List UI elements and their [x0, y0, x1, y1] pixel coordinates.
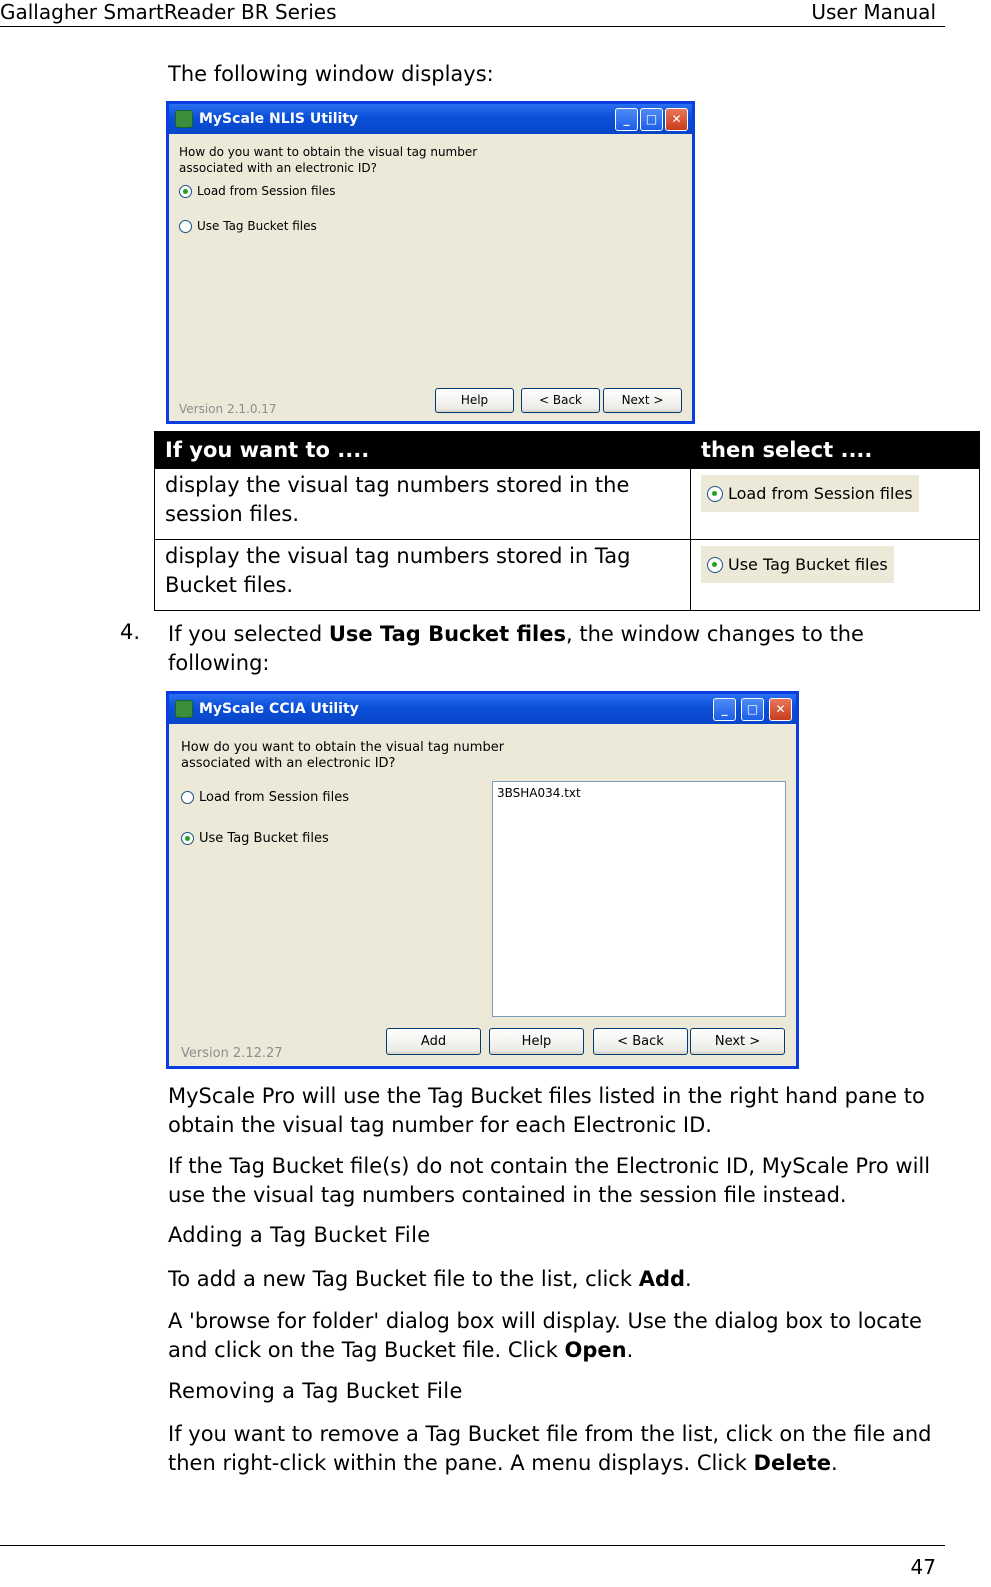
dialog-title: MyScale CCIA Utility [199, 701, 359, 717]
add-button[interactable]: Add [386, 1028, 481, 1055]
table-header-action: If you want to .... [155, 432, 691, 469]
paragraph-fallback: If the Tag Bucket file(s) do not contain the Electronic ID, MyScale Pro will use the visual tag numbers contained in the session file instead. [168, 1154, 931, 1207]
radio-load-session[interactable] [181, 790, 349, 805]
option-sample [701, 546, 894, 583]
paragraph-browse: A 'browse for folder' dialog box will display. Use the dialog box to locate and click on the Tag Bucket file. Click Open. [168, 1309, 922, 1362]
radio-selected-icon [707, 486, 723, 502]
minimize-icon[interactable]: _ [615, 108, 638, 131]
radio-selected-icon [707, 557, 723, 573]
doc-header-label: User Manual [811, 0, 936, 24]
dialog-titlebar [169, 694, 796, 724]
close-icon[interactable]: ✕ [665, 108, 688, 131]
option-sample [701, 475, 919, 512]
question-line-2: associated with an electronic ID? [179, 161, 377, 175]
radio-selected-icon [181, 832, 194, 845]
question-line-1: How do you want to obtain the visual tag number [179, 145, 478, 159]
paragraph-remove: If you want to remove a Tag Bucket file from the list, click on the file and then right-click within the pane. A menu displays. Click Delete. [168, 1422, 932, 1475]
radio-label: Use Tag Bucket files [197, 219, 317, 233]
help-button[interactable]: Help [435, 388, 514, 413]
maximize-icon[interactable]: □ [640, 108, 663, 131]
table-cell [691, 469, 980, 540]
step-number: 4. [120, 620, 141, 644]
help-button[interactable]: Help [489, 1028, 584, 1055]
back-button[interactable]: < Back [593, 1028, 688, 1055]
question-line-1: How do you want to obtain the visual tag number [181, 740, 505, 755]
list-item[interactable]: 3BSHA034.txt [497, 786, 581, 800]
version-label: Version 2.1.0.17 [179, 402, 277, 416]
table-cell: display the visual tag numbers stored in Tag Bucket files. [155, 540, 691, 611]
radio-label: Load from Session files [197, 184, 336, 198]
maximize-icon[interactable]: □ [741, 698, 764, 721]
radio-label: Load from Session files [199, 790, 350, 805]
option-label: Use Tag Bucket files [728, 555, 888, 574]
version-label: Version 2.12.27 [181, 1046, 283, 1061]
radio-unselected-icon [181, 791, 194, 804]
app-icon [175, 700, 193, 718]
header-divider [0, 26, 945, 27]
dialog-question [179, 144, 477, 176]
nlis-utility-dialog [166, 101, 695, 424]
dialog-title: MyScale NLIS Utility [199, 111, 359, 127]
next-button[interactable]: Next > [690, 1028, 785, 1055]
page-number: 47 [910, 1555, 936, 1579]
doc-header-title: Gallagher SmartReader BR Series [0, 0, 337, 24]
tag-bucket-file-list[interactable] [492, 781, 786, 1017]
next-button[interactable]: Next > [603, 388, 682, 413]
table-header-select: then select .... [691, 432, 980, 469]
back-button[interactable]: < Back [521, 388, 600, 413]
table-row [155, 540, 980, 611]
ccia-utility-dialog [166, 691, 799, 1069]
radio-unselected-icon [179, 220, 192, 233]
footer-divider [0, 1545, 945, 1546]
minimize-icon[interactable]: _ [713, 698, 736, 721]
question-line-2: associated with an electronic ID? [181, 756, 396, 771]
close-icon[interactable]: ✕ [769, 698, 792, 721]
table-cell [691, 540, 980, 611]
paragraph-tag-bucket-usage: MyScale Pro will use the Tag Bucket files listed in the right hand pane to obtain the visual tag number for each Electronic ID. [168, 1084, 925, 1137]
table-row [155, 469, 980, 540]
selection-table [154, 431, 980, 611]
table-cell: display the visual tag numbers stored in the session files. [155, 469, 691, 540]
step4-text: If you selected Use Tag Bucket files, the window changes to the following: [168, 622, 864, 675]
radio-load-session[interactable] [179, 184, 335, 198]
radio-use-tag-bucket[interactable] [179, 219, 317, 233]
radio-use-tag-bucket[interactable] [181, 831, 329, 846]
dialog-question [181, 740, 504, 772]
heading-removing-file: Removing a Tag Bucket File [168, 1379, 463, 1403]
option-label: Load from Session files [728, 484, 913, 503]
intro-text: The following window displays: [168, 62, 494, 86]
dialog-titlebar [169, 104, 692, 134]
radio-label: Use Tag Bucket files [199, 831, 329, 846]
radio-selected-icon [179, 185, 192, 198]
paragraph-add: To add a new Tag Bucket file to the list, click Add. [168, 1267, 692, 1291]
heading-adding-file: Adding a Tag Bucket File [168, 1223, 431, 1247]
app-icon [175, 110, 193, 128]
